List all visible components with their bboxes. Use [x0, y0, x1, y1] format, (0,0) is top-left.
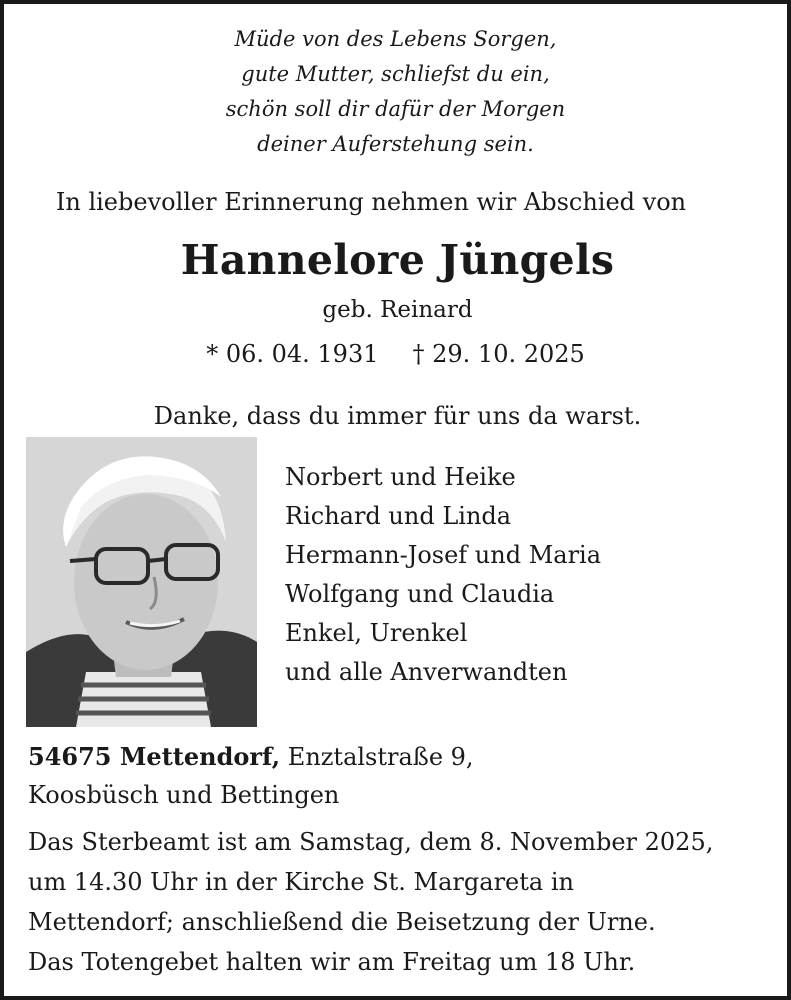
maiden-name: geb. Reinard: [322, 297, 473, 323]
death-date: † 29. 10. 2025: [412, 340, 585, 368]
intro-text: In liebevoller Erinnerung nehmen wir Abschied von: [55, 188, 687, 216]
poem-line: schön soll dir dafür der Morgen: [225, 97, 566, 121]
notice-line: um 14.30 Uhr in der Kirche St. Margareta in: [28, 868, 574, 896]
birth-date: * 06. 04. 1931: [206, 340, 379, 368]
notice-line: Das Sterbeamt ist am Samstag, dem 8. November 2025,: [28, 828, 714, 856]
address-line2: Koosbüsch und Bettingen: [28, 781, 340, 809]
family-member: Hermann-Josef und Maria: [285, 541, 602, 569]
address-street: Enztalstraße 9,: [280, 743, 474, 771]
address-town: 54675 Mettendorf,: [28, 742, 281, 771]
family-member: Richard und Linda: [285, 502, 512, 530]
family-member: und alle Anverwandten: [285, 658, 568, 686]
notice-line: Mettendorf; anschließend die Beisetzung der Urne.: [28, 908, 656, 936]
portrait-photo: [26, 437, 257, 727]
family-member: Enkel, Urenkel: [285, 619, 468, 647]
poem-line: gute Mutter, schliefst du ein,: [241, 62, 550, 86]
funeral-notice: [28, 822, 713, 982]
family-member: Wolfgang und Claudia: [285, 580, 555, 608]
poem-line: deiner Auferstehung sein.: [257, 132, 534, 156]
memorial-poem: [0, 22, 791, 162]
deceased-name: Hannelore Jüngels: [180, 236, 615, 284]
notice-line: Das Totengebet halten wir am Freitag um 18 Uhr.: [28, 948, 636, 976]
family-member: Norbert und Heike: [285, 463, 516, 491]
family-list: [285, 458, 601, 692]
life-dates: [0, 335, 791, 373]
thanks-line: Danke, dass du immer für uns da warst.: [153, 402, 642, 430]
portrait-image: [26, 437, 257, 727]
poem-line: Müde von des Lebens Sorgen,: [234, 27, 557, 51]
address-block: [28, 738, 474, 814]
